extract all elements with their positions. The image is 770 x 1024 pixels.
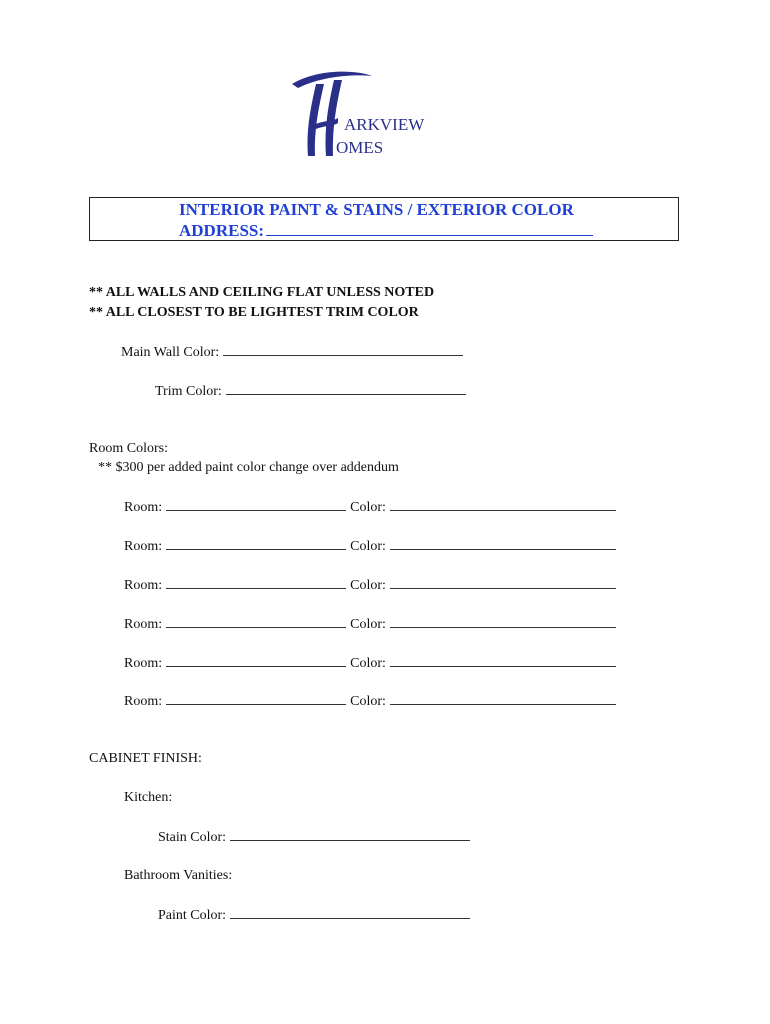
stain-color-blank[interactable] xyxy=(230,828,470,841)
room-label: Room: xyxy=(124,694,163,709)
room-blank[interactable] xyxy=(166,615,346,628)
paint-color-field xyxy=(158,906,470,925)
note-closest-trim: ** ALL CLOSEST TO BE LIGHTEST TRIM COLOR xyxy=(89,305,419,320)
paint-color-label: Paint Color: xyxy=(158,908,227,923)
stain-color-field xyxy=(158,828,470,847)
color-label: Color: xyxy=(350,617,386,632)
main-wall-field xyxy=(121,343,463,362)
logo-text-line2: OMES xyxy=(336,138,384,157)
trim-color-blank[interactable] xyxy=(226,382,466,395)
color-label: Color: xyxy=(350,539,386,554)
color-blank[interactable] xyxy=(390,537,616,550)
main-wall-label: Main Wall Color: xyxy=(121,345,220,360)
room-row xyxy=(124,537,616,556)
color-label: Color: xyxy=(350,578,386,593)
main-wall-blank[interactable] xyxy=(223,343,463,356)
room-blank[interactable] xyxy=(166,654,346,667)
cabinet-finish-heading: CABINET FINISH: xyxy=(89,751,202,766)
room-colors-heading: Room Colors: xyxy=(89,441,168,456)
room-row xyxy=(124,576,616,595)
color-label: Color: xyxy=(350,694,386,709)
stain-color-label: Stain Color: xyxy=(158,830,227,845)
color-blank[interactable] xyxy=(390,654,616,667)
note-walls-flat: ** ALL WALLS AND CEILING FLAT UNLESS NOTED xyxy=(89,285,435,300)
trim-color-field xyxy=(155,382,466,401)
room-label: Room: xyxy=(124,617,163,632)
paint-color-blank[interactable] xyxy=(230,906,470,919)
color-blank[interactable] xyxy=(390,576,616,589)
color-label: Color: xyxy=(350,500,386,515)
parkview-homes-logo xyxy=(288,70,448,162)
room-label: Room: xyxy=(124,578,163,593)
room-row xyxy=(124,615,616,634)
address-blank[interactable] xyxy=(266,221,593,236)
color-label: Color: xyxy=(350,656,386,671)
logo-text-line1: ARKVIEW xyxy=(344,115,425,134)
kitchen-label: Kitchen: xyxy=(124,790,173,805)
color-blank[interactable] xyxy=(390,498,616,511)
header-box xyxy=(89,197,679,241)
trim-color-label: Trim Color: xyxy=(155,384,222,399)
address-line xyxy=(179,221,593,241)
color-blank[interactable] xyxy=(390,615,616,628)
room-blank[interactable] xyxy=(166,498,346,511)
room-label: Room: xyxy=(124,500,163,515)
room-row xyxy=(124,498,616,517)
room-label: Room: xyxy=(124,656,163,671)
room-colors-note: ** $300 per added paint color change over addendum xyxy=(98,460,399,475)
room-blank[interactable] xyxy=(166,537,346,550)
room-row xyxy=(124,692,616,711)
address-label: ADDRESS: xyxy=(179,221,265,240)
room-blank[interactable] xyxy=(166,576,346,589)
room-blank[interactable] xyxy=(166,692,346,705)
header-title: INTERIOR PAINT & STAINS / EXTERIOR COLOR xyxy=(179,200,574,219)
color-blank[interactable] xyxy=(390,692,616,705)
bathroom-vanities-label: Bathroom Vanities: xyxy=(124,868,233,883)
room-label: Room: xyxy=(124,539,163,554)
room-row xyxy=(124,654,616,673)
